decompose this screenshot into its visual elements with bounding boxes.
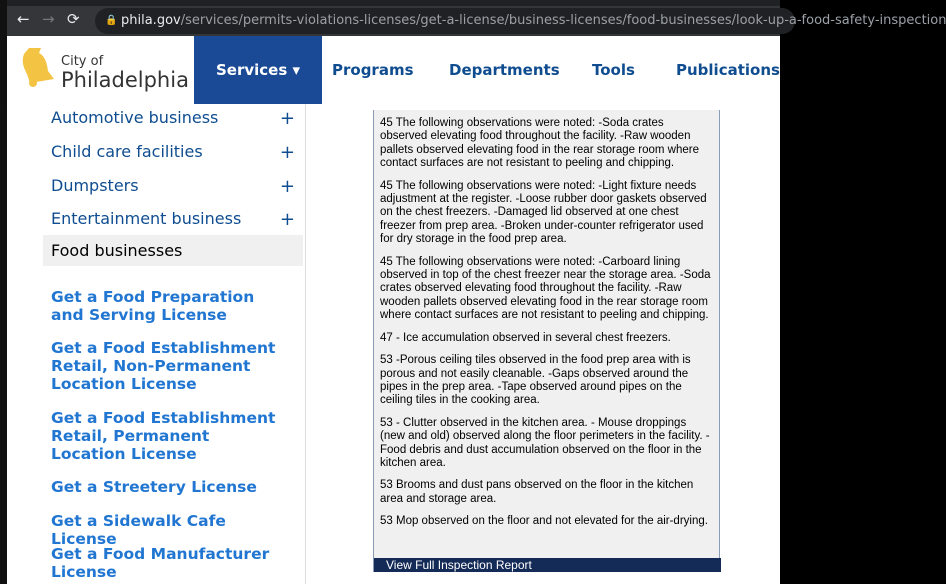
observation-item: 53 Brooms and dust pans observed on the floor in the kitchen area and storage area. — [380, 479, 694, 505]
plus-icon[interactable]: + — [279, 176, 295, 197]
link-sidewalk-cafe[interactable]: Get a Sidewalk Cafe License — [51, 512, 226, 548]
liberty-bell-icon — [17, 46, 57, 90]
nav-services[interactable]: Services ▾ — [194, 36, 322, 104]
observation-item: 45 The following observations were noted: -Light fixture needs adjustment at the register. -Loose rubber door gaskets observed on the chest freezers. -Damaged lid observed at one chest freezer from prep area. -Broken under-counter refrigerator used for dry storage in the food prep area. — [380, 179, 707, 246]
nav-tools[interactable]: Tools — [592, 61, 635, 79]
site-header — [7, 36, 780, 104]
reload-icon[interactable]: ⟳ — [67, 10, 80, 28]
logo-line2: Philadelphia — [61, 68, 189, 92]
observation-item: 47 - Ice accumulation observed in several chest freezers. — [380, 331, 671, 344]
sidebar-item-child-care[interactable] — [51, 142, 303, 161]
address-bar[interactable] — [95, 8, 946, 34]
observation-item: 53 Mop observed on the floor and not elevated for the air-drying. — [380, 515, 708, 528]
city-logo[interactable] — [17, 44, 187, 96]
nav-programs[interactable]: Programs — [332, 61, 414, 79]
observation-item: 45 The following observations were noted: -Soda crates observed elevating food throughout the facility. -Raw wooden pallets observed elevating food in the rear storage room where contact surfaces are not resistant to peeling and chipping. — [380, 117, 699, 170]
link-food-preparation[interactable]: Get a Food Preparation and Serving License — [51, 288, 255, 324]
observation-item: 53 - Clutter observed in the kitchen area. - Mouse droppings (new and old) observed along the floor perimeters in the facility. - Food debris and dust accumulation observed on the floor in the kitchen area. — [380, 416, 710, 469]
sidebar-item-label: Dumpsters — [51, 176, 139, 195]
sidebar-item-food-businesses[interactable]: Food businesses — [43, 235, 303, 266]
nav-publications[interactable]: Publications — [676, 61, 780, 79]
main-content — [7, 104, 780, 584]
sidebar-item-label: Child care facilities — [51, 142, 203, 161]
nav-departments[interactable]: Departments — [449, 61, 560, 79]
sidebar-item-automotive[interactable] — [51, 108, 303, 127]
sidebar-item-label: Automotive business — [51, 108, 219, 127]
observation-item: 45 The following observations were noted: -Carboard lining observed in top of the chest freezer near the storage area. -Soda crates observed elevating food throughout the facility. -Raw wooden pallets observed elevating food in the rear storage room where contact surfaces are not resistant to peeling and chipping. — [380, 255, 711, 322]
view-full-report-link[interactable]: View Full Inspection Report — [374, 558, 721, 572]
link-streetery[interactable]: Get a Streetery License — [51, 478, 257, 496]
plus-icon[interactable]: + — [279, 142, 295, 163]
sidebar-item-entertainment[interactable] — [51, 209, 303, 228]
divider — [305, 104, 306, 584]
logo-line1: City of — [61, 54, 104, 69]
background-window-strip — [0, 0, 7, 584]
back-icon[interactable]: ← — [17, 10, 30, 28]
browser-toolbar — [7, 0, 946, 36]
plus-icon[interactable]: + — [279, 209, 295, 230]
url-path: /services/permits-violations-licenses/get-a-license/business-licenses/food-businesses/look-up-a-food-safety-inspection — [180, 13, 946, 28]
forward-icon[interactable]: → — [42, 10, 55, 28]
sidebar-item-dumpsters[interactable] — [51, 176, 303, 195]
link-non-permanent[interactable]: Get a Food Establishment Retail, Non-Permanent Location License — [51, 339, 276, 393]
lock-icon: 🔒 — [105, 15, 118, 26]
link-permanent[interactable]: Get a Food Establishment Retail, Permanent Location License — [51, 409, 276, 463]
url-host: phila.gov — [121, 13, 181, 28]
inspection-observations-panel — [373, 110, 720, 572]
sidebar — [7, 104, 307, 584]
observation-item: 53 -Porous ceiling tiles observed in the food prep area with is porous and not easily cleanable. -Gaps observed around the pipes in the prep area. -Tape observed around pipes on the ceiling tiles in the cooking area. — [380, 354, 691, 407]
sidebar-item-label: Entertainment business — [51, 209, 242, 228]
link-food-manufacturer[interactable]: Get a Food Manufacturer License — [51, 545, 270, 581]
plus-icon[interactable]: + — [279, 108, 295, 129]
